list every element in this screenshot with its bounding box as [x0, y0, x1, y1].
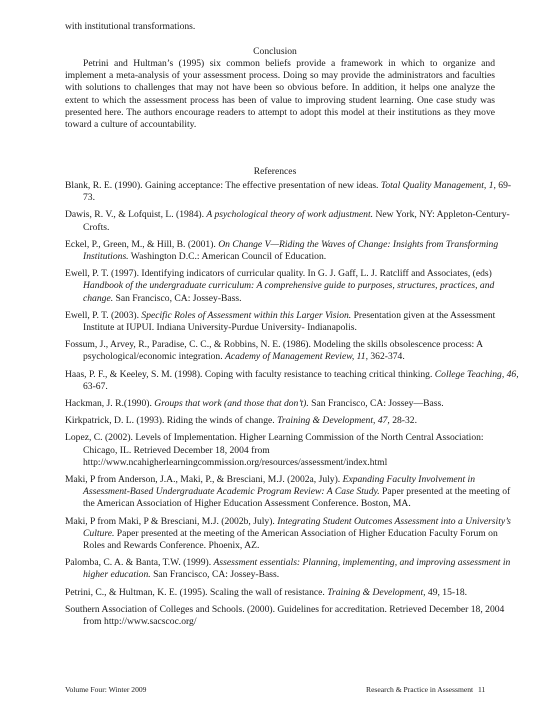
reference-item — [65, 604, 520, 628]
reference-post-text: San Francisco, CA: Jossey-Bass. — [150, 569, 280, 581]
reference-pre-text: Petrini, C., & Hultman, K. E. (1995). Scaling the wall of resistance. — [65, 586, 328, 598]
reference-pre-text: Blank, R. E. (1990). Gaining acceptance: The effective presentation of new ideas. — [65, 180, 381, 191]
page-number: 11 — [478, 685, 486, 694]
footer-volume: Volume Four: Winter 2009 — [65, 685, 147, 694]
reference-item — [65, 557, 520, 581]
reference-pre-text: Dawis, R. V., & Lofquist, L. (1984). — [65, 209, 207, 221]
reference-pre-text: Ewell, P. T. (2003). — [65, 309, 142, 321]
reference-post-text: 28-32. — [389, 415, 417, 427]
reference-em-text: College Teaching, 46, — [434, 368, 519, 380]
reference-em-text: Training & Development, 47, — [277, 415, 390, 427]
reference-item — [65, 516, 520, 553]
reference-item — [65, 339, 520, 363]
reference-post-text: 362-374. — [367, 351, 405, 363]
reference-pre-text: Palomba, C. A. & Banta, T.W. (1999). — [65, 557, 214, 569]
reference-pre-text: Southern Association of Colleges and Schools. (2000). Guidelines for accreditation. Retrieved December 18, 2004 from http://www.sacscoc.org/ — [65, 603, 505, 628]
reference-pre-text: Maki, P from Maki, P & Bresciani, M.J. (2002b, July). — [65, 515, 278, 527]
reference-em-text: Specific Roles of Assessment within this Larger Vision. — [141, 309, 352, 321]
reference-em-text: Expanding Faculty Involvement in Assessment-Based Undergraduate Academic Program Review: A Case Study. — [83, 474, 475, 498]
conclusion-paragraph: Petrini and Hultman’s (1995) six common beliefs provide a framework in which to organize and implement a meta-analysis of your assessment process. Doing so may provide the administrators and faculties with solutions to challenges that may not have been so obvious before. In addition, it helps one analyze the extent to which the assessment process has been of value to improving student learning. One case study was presented here. The authors encourage readers to attempt to adopt this model at their institutions as they move toward a culture of accountability. — [65, 58, 495, 131]
reference-post-text: Paper presented at the meeting of the American Association of Higher Education Assessment Conference. Boston, MA. — [83, 486, 511, 510]
references-heading: References — [253, 166, 297, 177]
reference-item — [65, 369, 520, 393]
reference-em-text: On Change V—Riding the Waves of Change: Insights from Transforming Institutions. — [83, 238, 499, 263]
reference-pre-text: Haas, P. F., & Keeley, S. M. (1998). Coping with faculty resistance to teaching critical thinking. — [65, 368, 435, 380]
reference-post-text: Paper presented at the meeting of the American Association of Higher Education Faculty Forum on Roles and Rewards Conference. Phoenix, AZ. — [83, 527, 498, 552]
reference-item — [65, 432, 520, 469]
references-list — [65, 180, 520, 633]
reference-em-text: Academy of Management Review, 11, — [225, 351, 368, 363]
reference-post-text: San Francisco, CA: Jossey-Bass. — [113, 292, 242, 304]
reference-item — [65, 415, 520, 427]
reference-item — [65, 474, 520, 511]
reference-pre-text: Hackman, J. R.(1990). — [65, 398, 155, 410]
reference-item — [65, 310, 520, 334]
reference-post-text: Washington D.C.: American Council of Education. — [128, 251, 327, 263]
reference-post-text: 63-67. — [83, 380, 108, 392]
reference-item — [65, 398, 520, 410]
footer-journal: Research & Practice in Assessment — [366, 685, 474, 694]
reference-item — [65, 180, 520, 204]
reference-em-text: Integrating Student Outcomes Assessment into a University’s Culture. — [83, 515, 511, 539]
reference-pre-text: Lopez, C. (2002). Levels of Implementation. Higher Learning Commission of the North Central Association: Chicago, IL. Retrieved December 18, 2004 from http://www.ncahigherlearningcommission.org/resources/assessment/index.html — [65, 432, 484, 468]
reference-em-text: A psychological theory of work adjustment. — [206, 209, 374, 221]
reference-item — [65, 239, 520, 263]
reference-pre-text: Eckel, P., Green, M., & Hill, B. (2001). — [65, 238, 219, 250]
reference-pre-text: Ewell, P. T. (1997). Identifying indicators of curricular quality. In G. J. Gaff, L. J. Ratcliff and Associates, (eds) — [65, 268, 492, 280]
reference-pre-text: Maki, P from Anderson, J.A., Maki, P., & Bresciani, M.J. (2002a, July). — [65, 474, 343, 486]
reference-item — [65, 268, 520, 305]
conclusion-heading: Conclusion — [253, 46, 297, 57]
reference-pre-text: Fossum, J., Arvey, R., Paradise, C. C., & Robbins, N. E. (1986). Modeling the skills obsolescence process: A psychological/economic integration. — [65, 339, 483, 363]
reference-em-text: Handbook of the undergraduate curriculum: A comprehensive guide to purposes, structures, practices, and change. — [83, 280, 495, 304]
reference-em-text: Assessment essentials: Planning, implementing, and improving assessment in higher education. — [83, 557, 511, 581]
reference-post-text: 69-73. — [83, 180, 512, 204]
reference-post-text: New York, NY: Appleton-Century-Crofts. — [83, 209, 510, 233]
reference-post-text: Presentation given at the Assessment Institute at IUPUI. Indiana University-Purdue University- Indianapolis. — [83, 309, 496, 334]
intro-text: with institutional transformations. — [65, 21, 196, 32]
reference-post-text: 49, 15-18. — [425, 586, 468, 598]
reference-item — [65, 209, 520, 233]
reference-em-text: Total Quality Management, 1, — [380, 180, 496, 191]
reference-em-text: Groups that work (and those that don’t). — [154, 398, 309, 410]
reference-item — [65, 587, 520, 599]
reference-pre-text: Kirkpatrick, D. L. (1993). Riding the winds of change. — [65, 415, 278, 427]
reference-post-text: San Francisco, CA: Jossey—Bass. — [308, 398, 444, 410]
reference-em-text: Training & Development, — [327, 586, 426, 598]
